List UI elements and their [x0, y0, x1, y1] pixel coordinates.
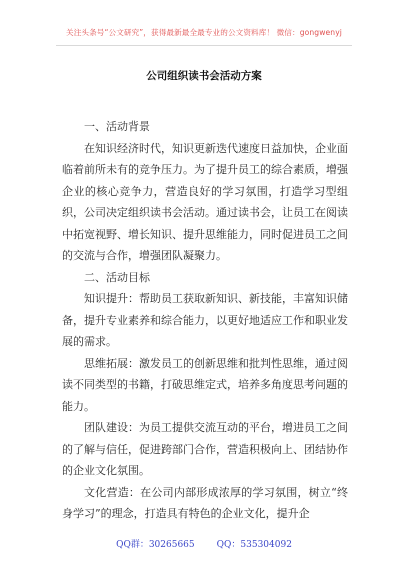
- section-heading-goals: 二、活动目标: [84, 270, 150, 284]
- paragraph-thinking: 思维拓展：激发员工的创新思维和批判性思维，通过阅读不同类型的书籍，打破思维定式，培养多角度思考问题的能力。: [62, 356, 348, 413]
- paragraph-culture: 文化营造：在公司内部形成浓厚的学习氛围，树立“终身学习”的理念，打造具有特色的企业文化，提升企: [62, 485, 348, 520]
- document-title: 公司组织读书会活动方案: [146, 70, 262, 82]
- footer-qq-group: QQ群：30265665: [116, 540, 195, 550]
- paragraph-team: 团队建设：为员工提供交流互动的平台，增进员工之间的了解与信任，促进跨部门合作，营造积极向上、团结协作的企业文化氛围。: [62, 421, 348, 477]
- document-body: [62, 116, 348, 525]
- section-heading-background: 一、活动背景: [84, 120, 150, 133]
- header-divider: [56, 45, 352, 46]
- footer-contact: [0, 537, 408, 550]
- header-promo-note: 关注头条号“公文研究”，获得最新最全最专业的公文资料库！ 微信：gongwenyj: [66, 28, 342, 37]
- paragraph-knowledge: 知识提升：帮助员工获取新知识、新技能，丰富知识储备，提升专业素养和综合能力，以更好地适应工作和职业发展的需求。: [62, 292, 348, 348]
- paragraph-background: 在知识经济时代，知识更新迭代速度日益加快，企业面临着前所未有的竞争压力。为了提升员工的综合素质，增强企业的核心竞争力，营造良好的学习氛围，打造学习型组织，公司决定组织读书会活动。通过读书会，让员工在阅读中拓宽视野、增长知识、提升思维能力，同时促进员工之间的交流与合作，增强团队凝聚力。: [62, 141, 348, 262]
- footer-qq-number: QQ：535304092: [216, 540, 292, 550]
